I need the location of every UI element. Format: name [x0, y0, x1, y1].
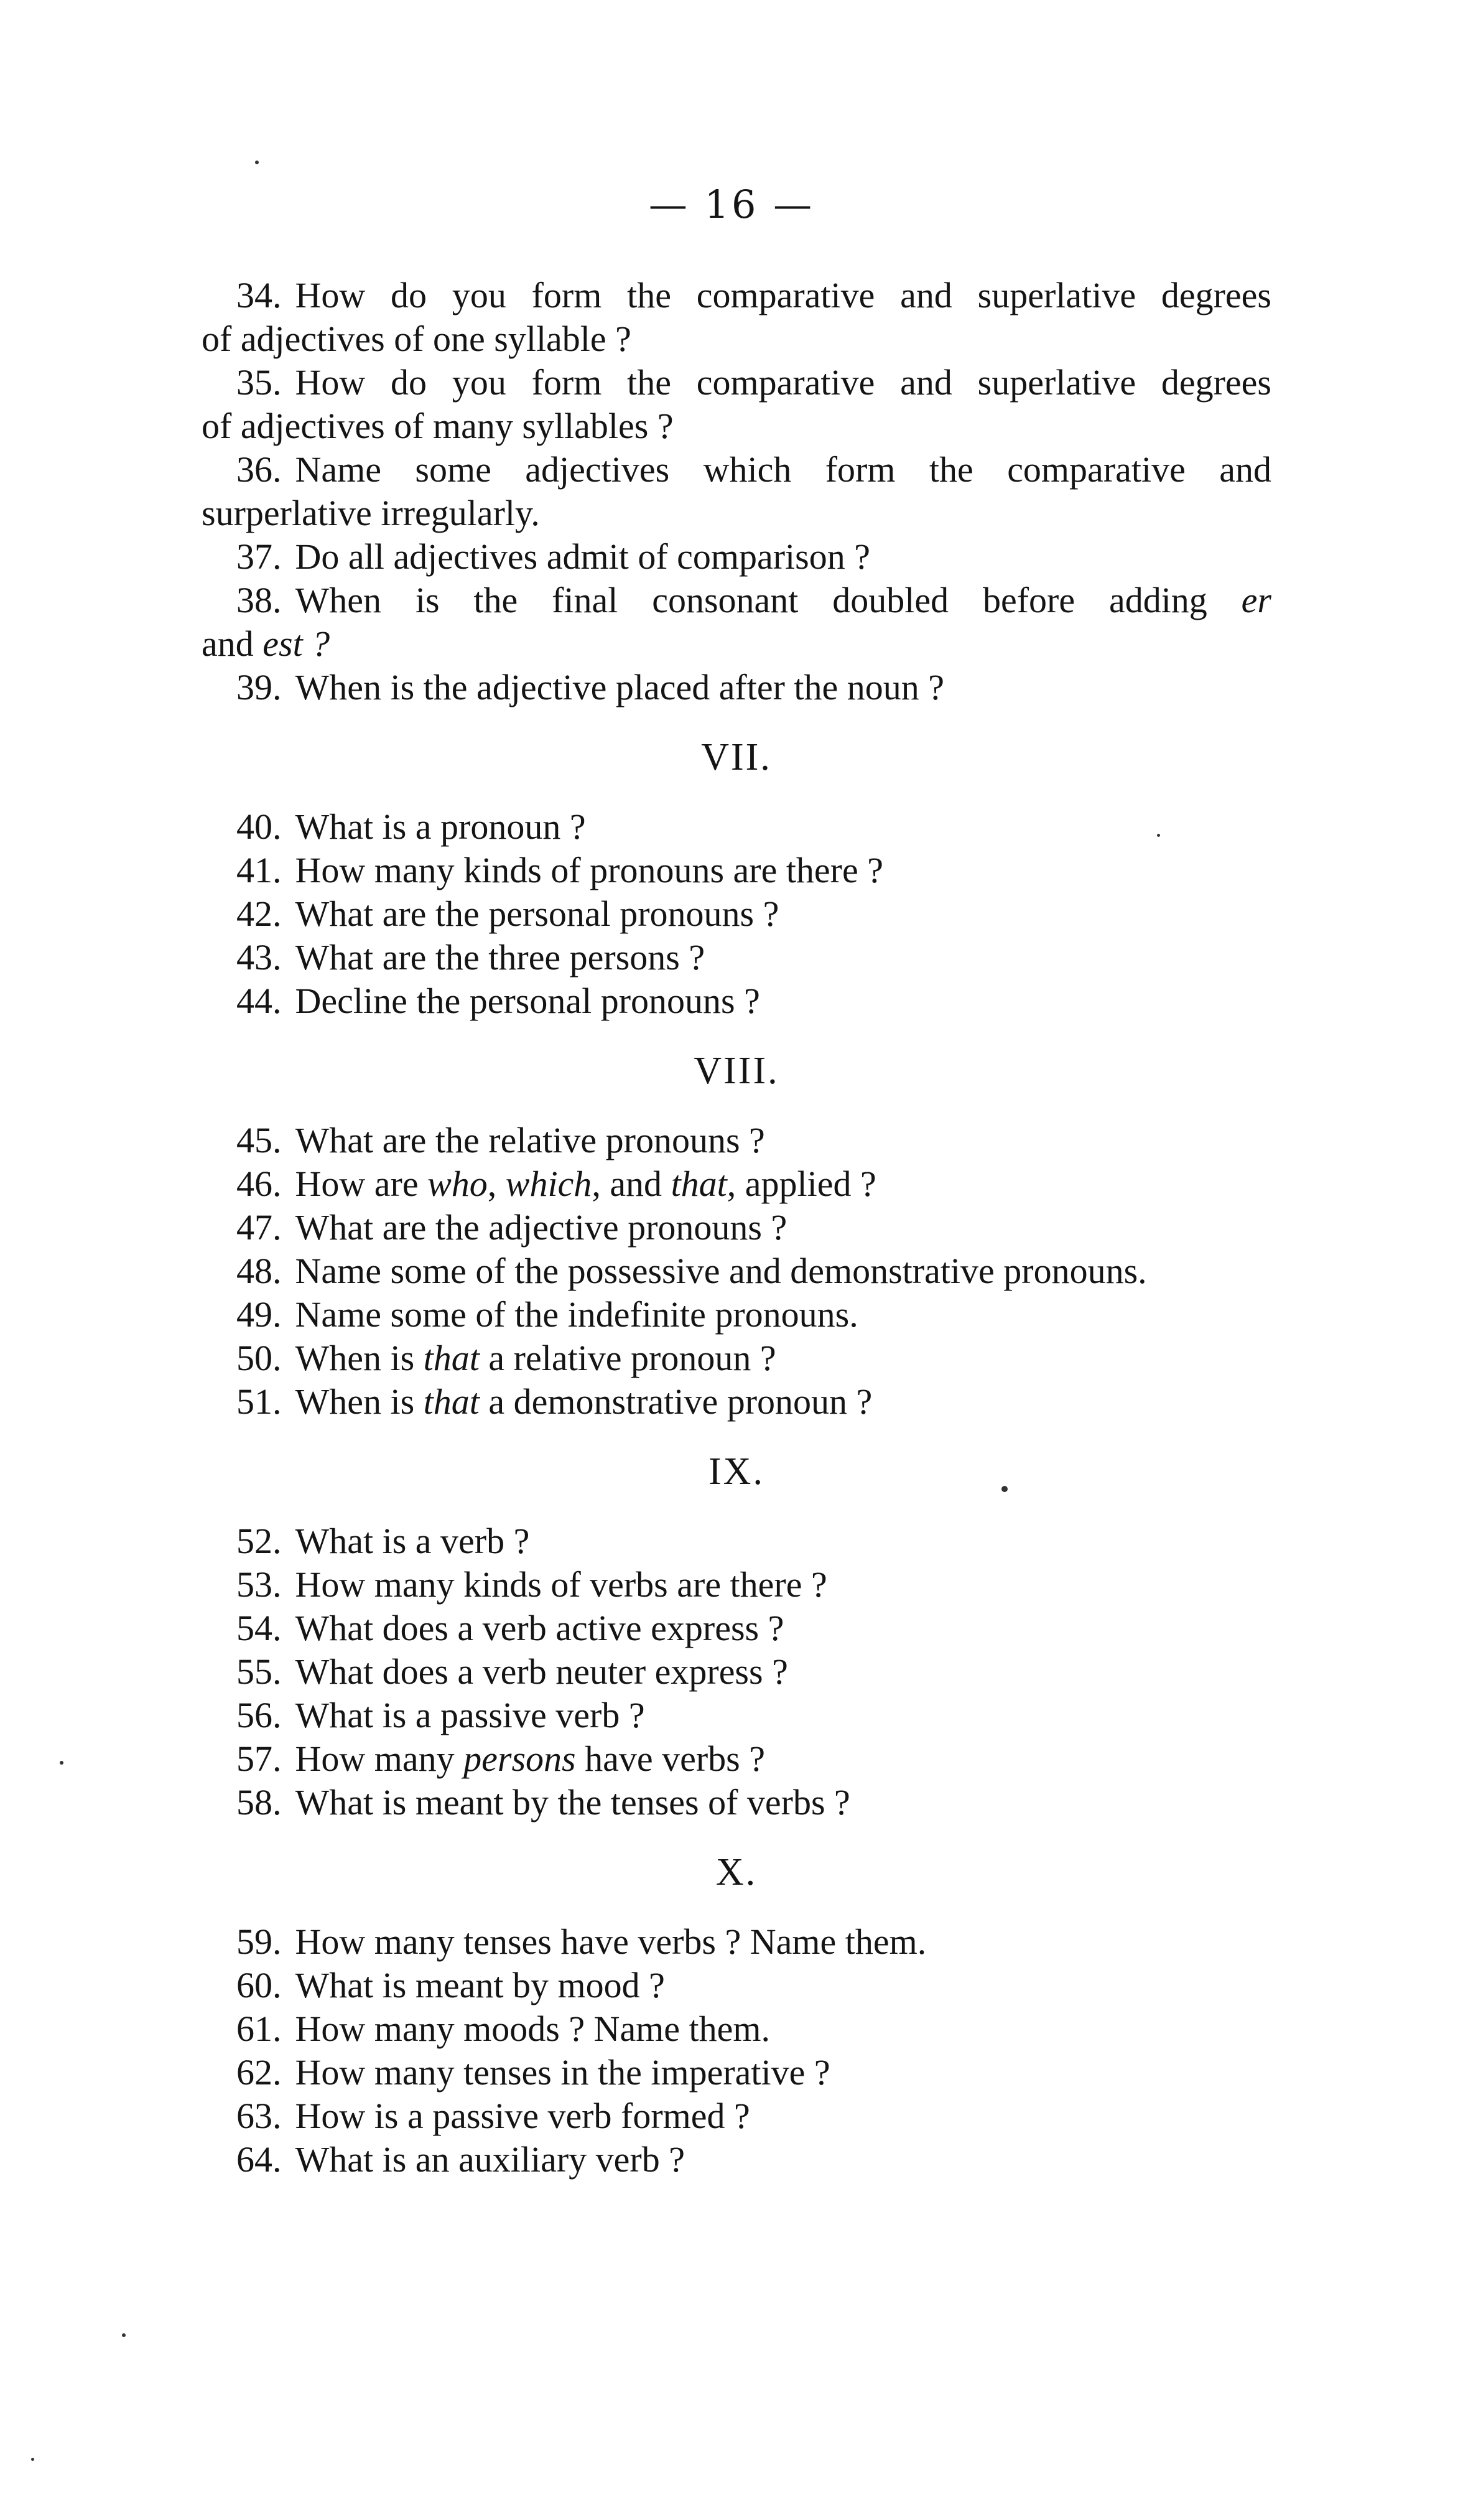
print-speck — [1157, 834, 1160, 837]
question-text-continued: of adjectives of many syllables ? — [202, 406, 674, 446]
question-text: What is a passive verb ? — [295, 1695, 645, 1735]
question-text: have verbs ? — [575, 1738, 765, 1779]
question-39 — [202, 666, 1271, 709]
question-list — [202, 1119, 1271, 1424]
question-text-continued: surperlative irregularly. — [202, 493, 540, 533]
question-63 — [202, 2094, 1271, 2138]
question-38 — [202, 579, 1271, 666]
section-heading: X. — [715, 1851, 758, 1893]
question-text: What does a verb active express ? — [295, 1608, 784, 1648]
section-viii — [202, 1049, 1271, 1424]
question-57 — [202, 1737, 1271, 1781]
question-text: a demonstrative pronoun ? — [479, 1381, 873, 1422]
question-number: 54. — [236, 1608, 282, 1648]
question-46 — [202, 1162, 1271, 1206]
question-text: When is — [295, 1338, 424, 1378]
question-52 — [202, 1519, 1271, 1563]
question-40 — [202, 805, 1271, 849]
question-36 — [202, 448, 1271, 535]
question-number: 61. — [236, 2009, 282, 2049]
question-emphasis: er — [1241, 580, 1271, 620]
question-text: What are the adjective pronouns ? — [295, 1207, 787, 1248]
print-speck — [31, 2458, 34, 2461]
question-number: 36. — [236, 449, 282, 490]
question-49 — [202, 1293, 1271, 1337]
question-51 — [202, 1380, 1271, 1424]
question-number: 56. — [236, 1695, 282, 1735]
question-text: How many kinds of verbs are there ? — [295, 1564, 827, 1605]
question-number: 57. — [236, 1738, 282, 1779]
question-number: 35. — [236, 362, 282, 403]
question-number: 44. — [236, 981, 282, 1021]
question-number: 47. — [236, 1207, 282, 1248]
question-text: When is — [295, 1381, 424, 1422]
question-number: 53. — [236, 1564, 282, 1605]
question-text: When is the final consonant doubled before adding — [295, 580, 1242, 620]
question-59 — [202, 1920, 1271, 1964]
question-emphasis: that — [671, 1164, 727, 1204]
question-text: What are the personal pronouns ? — [295, 894, 779, 934]
question-60 — [202, 1964, 1271, 2007]
question-number: 37. — [236, 536, 282, 577]
question-text: How many tenses have verbs ? Name them. — [295, 1921, 927, 1962]
question-text: How many kinds of pronouns are there ? — [295, 850, 883, 890]
question-number: 62. — [236, 2052, 282, 2093]
question-emphasis: est ? — [262, 623, 330, 664]
question-number: 52. — [236, 1521, 282, 1561]
question-number: 48. — [236, 1251, 282, 1291]
section-heading: IX. — [708, 1450, 764, 1493]
question-text: Name some of the indefinite pronouns. — [295, 1294, 858, 1335]
question-number: 60. — [236, 1965, 282, 2005]
question-number: 39. — [236, 667, 282, 707]
section-heading: VIII. — [694, 1050, 779, 1092]
question-58 — [202, 1781, 1271, 1824]
question-emphasis: who — [427, 1164, 488, 1204]
question-number: 50. — [236, 1338, 282, 1378]
question-number: 63. — [236, 2096, 282, 2136]
question-list — [202, 805, 1271, 1023]
question-45 — [202, 1119, 1271, 1162]
question-41 — [202, 849, 1271, 892]
section-ix — [202, 1450, 1271, 1824]
section-x — [202, 1850, 1271, 2182]
question-line — [202, 448, 1271, 492]
question-53 — [202, 1563, 1271, 1607]
question-text: How are — [295, 1164, 428, 1204]
question-text: What is an auxiliary verb ? — [295, 2139, 685, 2180]
question-number: 41. — [236, 850, 282, 890]
question-34 — [202, 274, 1271, 361]
question-text: What does a verb neuter express ? — [295, 1651, 788, 1692]
question-42 — [202, 892, 1271, 936]
question-62 — [202, 2051, 1271, 2094]
question-number: 51. — [236, 1381, 282, 1422]
page-number: — 16 — — [648, 182, 815, 227]
question-emphasis: persons — [463, 1738, 576, 1779]
question-number: 64. — [236, 2139, 282, 2180]
question-number: 49. — [236, 1294, 282, 1335]
question-text: a relative pronoun ? — [479, 1338, 776, 1378]
question-line — [202, 361, 1271, 404]
question-43 — [202, 936, 1271, 979]
question-line — [202, 274, 1271, 317]
question-47 — [202, 1206, 1271, 1249]
question-text: What is a verb ? — [295, 1521, 530, 1561]
question-text: What is meant by the tenses of verbs ? — [295, 1782, 850, 1822]
question-number: 43. — [236, 937, 282, 978]
question-text: , — [487, 1164, 506, 1204]
question-emphasis: that — [423, 1338, 480, 1378]
question-text: What are the relative pronouns ? — [295, 1120, 765, 1160]
question-56 — [202, 1694, 1271, 1737]
question-48 — [202, 1249, 1271, 1293]
question-55 — [202, 1650, 1271, 1694]
question-number: 34. — [236, 275, 282, 315]
question-text-continued: of adjectives of one syllable ? — [202, 319, 631, 359]
question-text: What is a pronoun ? — [295, 806, 586, 847]
question-text: How many — [295, 1738, 464, 1779]
question-number: 42. — [236, 894, 282, 934]
question-number: 38. — [236, 580, 282, 620]
question-number: 46. — [236, 1164, 282, 1204]
print-speck — [255, 161, 259, 164]
question-text: Name some adjectives which form the comparative and — [295, 449, 1271, 490]
question-35 — [202, 361, 1271, 448]
question-text: , applied ? — [727, 1164, 876, 1204]
question-emphasis: that — [423, 1381, 480, 1422]
section-heading: VII. — [701, 736, 772, 778]
question-text: How do you form the comparative and superlative degrees — [295, 362, 1271, 403]
question-number: 40. — [236, 806, 282, 847]
print-speck — [1001, 1486, 1008, 1492]
question-37 — [202, 535, 1271, 579]
question-text: What are the three persons ? — [295, 937, 705, 978]
print-speck — [60, 1761, 63, 1765]
question-text-continued — [202, 622, 1271, 666]
question-text: Decline the personal pronouns ? — [295, 981, 760, 1021]
question-text: , and — [592, 1164, 671, 1204]
question-44 — [202, 979, 1271, 1023]
question-50 — [202, 1337, 1271, 1380]
question-number: 55. — [236, 1651, 282, 1692]
question-text: How do you form the comparative and superlative degrees — [295, 275, 1271, 315]
question-text: and — [202, 623, 263, 664]
section-vii — [202, 735, 1271, 1023]
question-64 — [202, 2138, 1271, 2182]
question-number: 58. — [236, 1782, 282, 1822]
question-emphasis: which — [505, 1164, 592, 1204]
question-line — [202, 579, 1271, 622]
question-61 — [202, 2007, 1271, 2051]
print-speck — [122, 2333, 126, 2337]
question-text: When is the adjective placed after the noun ? — [295, 667, 945, 707]
question-text: Do all adjectives admit of comparison ? — [295, 536, 870, 577]
question-54 — [202, 1607, 1271, 1650]
questions-body — [202, 274, 1271, 2182]
question-number: 59. — [236, 1921, 282, 1962]
question-list — [202, 1920, 1271, 2182]
question-text: What is meant by mood ? — [295, 1965, 665, 2005]
question-text: Name some of the possessive and demonstrative pronouns. — [295, 1251, 1147, 1291]
question-text: How many tenses in the imperative ? — [295, 2052, 830, 2093]
question-text: How is a passive verb formed ? — [295, 2096, 750, 2136]
question-number: 45. — [236, 1120, 282, 1160]
question-text: How many moods ? Name them. — [295, 2009, 771, 2049]
question-list — [202, 1519, 1271, 1824]
